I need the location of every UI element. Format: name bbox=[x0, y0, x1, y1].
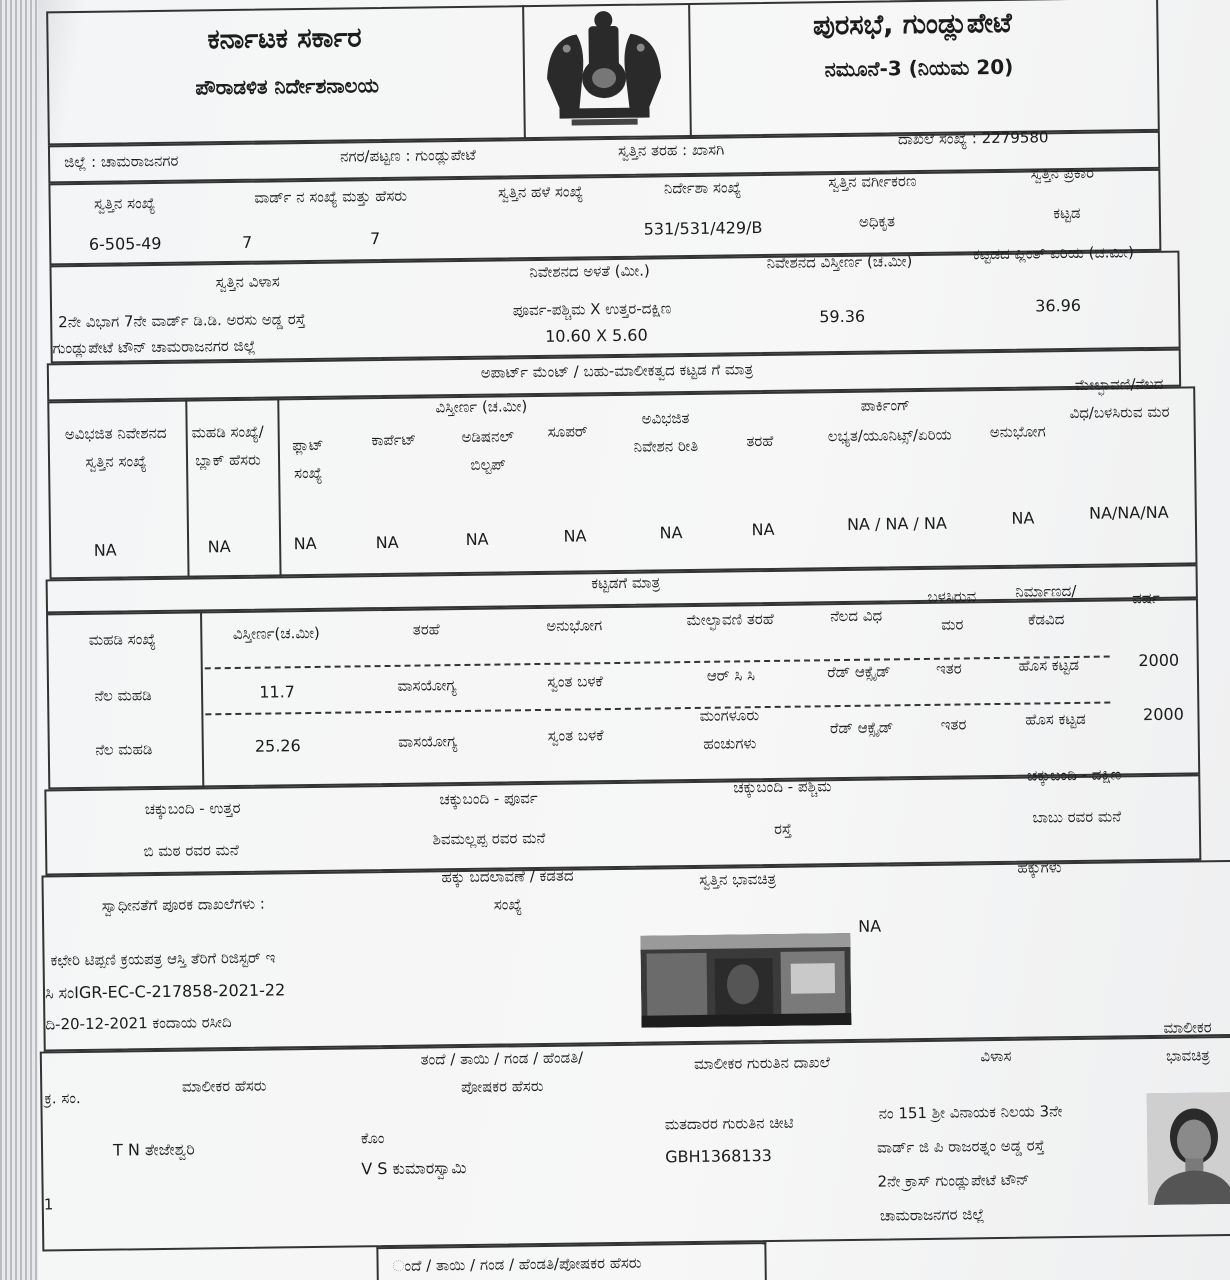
h-bld-floor-type: ನೆಲದ ವಿಧ bbox=[830, 606, 883, 626]
apt-val-site-type: NA bbox=[659, 523, 683, 543]
relation-type: ಕೊಂ bbox=[360, 1129, 385, 1148]
town: ನಗರ/ಪಟ್ಟಣ : ಗುಂಡ್ಲುಪೇಟೆ bbox=[339, 145, 476, 166]
bld-r2-floor: ನೆಲ ಮಹಡಿ bbox=[95, 740, 153, 759]
district: ಜಿಲ್ಲೆ : ಚಾಮರಾಜನಗರ bbox=[64, 151, 179, 172]
h-address: ಸ್ವತ್ತಿನ ವಿಳಾಸ bbox=[215, 272, 280, 292]
h-property-no: ಸ್ವತ್ತಿನ ಸಂಖ್ಯೆ bbox=[93, 193, 156, 213]
bld-r2-year: 2000 bbox=[1142, 704, 1184, 725]
bld-r1-wood: ಇತರ bbox=[935, 659, 962, 678]
ward-name: 7 bbox=[369, 229, 381, 249]
h-floor-block: ಮಹಡಿ ಸಂಖ್ಯೆ/ಬ್ಲಾಕ್ ಹೆಸರು bbox=[191, 422, 264, 470]
north-label: ಚಕ್ಕುಬಂದಿ - ಉತ್ತರ bbox=[144, 798, 241, 819]
h-undivided: ಅವಿಭಜಿತ ನಿವೇಶನದ ಸ್ವತ್ತಿನ ಸಂಖ್ಯೆ bbox=[64, 423, 167, 471]
h-owner-address: ವಿಳಾಸ bbox=[980, 1046, 1012, 1066]
h-bld-roof: ಮೇಲ್ಛಾವಣಿ ತರಹೆ bbox=[686, 609, 774, 630]
h-bld-year: ವರ್ಷ bbox=[1132, 588, 1160, 608]
h-supporting-docs: ಸ್ವಾಧೀನತೆಗೆ ಪೂರಕ ದಾಖಲೆಗಳು : bbox=[101, 894, 265, 915]
h-owner-id: ಮಾಲೀಕರ ಗುರುತಿನ ದಾಖಲೆ bbox=[693, 1053, 830, 1074]
bld-r1-construction: ಹೊಸ ಕಟ್ಟಡ bbox=[1018, 655, 1080, 675]
bld-r1-roof: ಆರ್ ಸಿ ಸಿ bbox=[706, 666, 756, 685]
h-property-photo: ಸ್ವತ್ತಿನ ಭಾವಚಿತ್ರ bbox=[699, 869, 777, 889]
h-bld-floor: ಮಹಡಿ ಸಂಖ್ಯೆ bbox=[88, 630, 157, 649]
owner-address-4: ಚಾಮರಾಜನಗರ ಜಿಲ್ಲೆ bbox=[879, 1205, 985, 1225]
east-boundary: ಶಿವಮಲ್ಲಪ್ಪ ರವರ ಮನೆ bbox=[432, 828, 546, 849]
south-label: ಚಕ್ಕುಬಂದಿ - ದಕ್ಷಿಣ bbox=[1026, 765, 1122, 785]
apt-val-super: NA bbox=[563, 526, 587, 546]
bld-r2-floor-type: ರೆಡ್ ಆಕ್ಸೈಡ್ bbox=[829, 718, 894, 738]
apt-val-floor: NA bbox=[207, 537, 231, 557]
h-type: ತರಹೆ bbox=[746, 431, 774, 451]
apt-val-additional: NA bbox=[465, 529, 489, 549]
bld-r2-roof: ಮಂಗಳೂರು ಹಂಚುಗಳು bbox=[699, 706, 760, 753]
address-line-2: ಗುಂಡ್ಲುಪೇಟೆ ಟೌನ್ ಚಾಮರಾಜನಗರ ಜಿಲ್ಲೆ bbox=[52, 336, 256, 358]
south-boundary: ಬಾಬು ರವರ ಮನೆ bbox=[1032, 807, 1122, 827]
h-carpet: ಕಾರ್ಪೆಟ್ bbox=[371, 430, 417, 450]
bld-r2-usage: ಸ್ವಂತ ಬಳಕೆ bbox=[547, 726, 604, 745]
h-usage: ಅನುಭೋಗ bbox=[989, 422, 1046, 442]
building-title: ಕಟ್ಟಡಗೆ ಮಾತ್ರ bbox=[591, 573, 661, 593]
karnataka-emblem-icon bbox=[538, 7, 670, 133]
h-survey-no: ನಿರ್ದೇಶಾ ಸಂಖ್ಯೆ bbox=[663, 178, 742, 198]
apt-val-usage: NA bbox=[1011, 508, 1035, 528]
h-parking-sub: ಲಭ್ಯತ/ಯೂನಿಟ್ಸ್/ಏರಿಯ bbox=[827, 425, 952, 446]
h-bld-wood: ಬಳಸಿರುವ ಮರ bbox=[927, 587, 977, 634]
h-old-no: ಸ್ವತ್ತಿನ ಹಳೆ ಸಂಖ್ಯೆ bbox=[497, 182, 584, 202]
h-relation: ತಂದೆ / ತಾಯಿ / ಗಂಡ / ಹೆಂಡತಿ/ಪೋಷಕರ ಹೆಸರು bbox=[420, 1048, 584, 1096]
h-site-type: ಅವಿಭಜಿತ ನಿವೇಶನ ರೀತಿ bbox=[633, 409, 699, 456]
next-header-fragment: ಂದೆ / ತಾಯಿ / ಗಂಡ / ಹೆಂಡತಿ/ಪೋಷಕರ ಹೆಸರು bbox=[392, 1253, 642, 1275]
ward-no: 7 bbox=[241, 232, 253, 252]
site-direction: ಪೂರ್ವ-ಪಶ್ಚಿಮ X ಉತ್ತರ-ದಕ್ಷಿಣ bbox=[512, 299, 672, 320]
h-sl-no: ಕ್ರ. ಸಂ. bbox=[44, 1089, 81, 1108]
owner-name: T N ತೇಜೇಶ್ವರಿ bbox=[112, 1139, 195, 1160]
h-owner-name: ಮಾಲೀಕರ ಹೆಸರು bbox=[181, 1076, 267, 1096]
owner-address-3: 2ನೇ ಕ್ರಾಸ್ ಗುಂಡ್ಲುಪೇಟೆ ಟೌನ್ bbox=[877, 1170, 1030, 1191]
site-dimension: 10.60 X 5.60 bbox=[545, 325, 648, 346]
bld-r2-area: 25.26 bbox=[254, 736, 301, 756]
bld-r1-usage: ಸ್ವಂತ ಬಳಕೆ bbox=[547, 672, 603, 691]
west-label: ಚಕ್ಕುಬಂದಿ - ಪಶ್ಚಿಮ bbox=[733, 777, 832, 797]
h-ward: ವಾರ್ಡ್ ನ ಸಂಖ್ಯೆ ಮತ್ತು ಹೆಸರು bbox=[254, 186, 408, 207]
survey-no: 531/531/429/B bbox=[643, 218, 763, 239]
municipality-title: ಪುರಸಭೆ, ಗುಂಡ್ಲುಪೇಟೆ bbox=[812, 7, 1013, 42]
apt-val-flat: NA bbox=[293, 533, 317, 554]
west-boundary: ರಸ್ತೆ bbox=[773, 819, 792, 838]
h-additional: ಅಡಿಷನಲ್ ಬಿಲ್ಟಪ್ bbox=[461, 427, 515, 474]
h-site-area: ನಿವೇಶನದ ವಿಸ್ತೀರ್ಣ (ಚ.ಮೀ) bbox=[766, 252, 913, 272]
kind: ಕಟ್ಟಡ bbox=[1053, 203, 1081, 223]
rights-value: NA bbox=[858, 916, 882, 936]
h-bld-area: ವಿಸ್ತೀರ್ಣ(ಚ.ಮೀ) bbox=[232, 623, 320, 644]
docs-line-3: ದಿ-20-12-2021 ಕಂದಾಯ ರಸೀದಿ bbox=[45, 1013, 232, 1034]
h-plinth: ಕಟ್ಟಡದ ಪ್ಲಿಂತ್ ಏರಿಯ (ಚ.ಮೀ) bbox=[972, 243, 1135, 264]
owner-address-2: ವಾರ್ಡ್ ಜಿ ಪಿ ರಾಜರತ್ನಂ ಅಡ್ಡ ರಸ್ತೆ bbox=[876, 1136, 1045, 1157]
h-bld-usage: ಅನುಭೋಗ bbox=[546, 616, 603, 635]
owner-sl: 1 bbox=[43, 1195, 54, 1214]
bld-r2-type: ವಾಸಯೋಗ್ಯ bbox=[398, 732, 458, 751]
h-rights-change: ಹಕ್ಕು ಬದಲಾವಣೆ / ಕಡತದ ಸಂಖ್ಯೆ bbox=[441, 866, 574, 914]
site-area: 59.36 bbox=[819, 306, 866, 327]
h-owner-photo: ಮಾಲೀಕರ ಭಾವಚಿತ್ರ bbox=[1163, 1018, 1212, 1065]
bld-r1-floor-type: ರೆಡ್ ಆಕ್ಸೈಡ್ bbox=[827, 662, 891, 682]
address-line-1: 2ನೇ ವಿಭಾಗ 7ನೇ ವಾರ್ಡ್ ಡಿ.ಡಿ. ಅರಸು ಅಡ್ಡ ರಸ್ತೆ bbox=[58, 310, 306, 332]
owner-section bbox=[40, 1036, 1230, 1252]
h-bld-construction: ನಿರ್ಮಾಣದ/ ಕೆಡವಿದ bbox=[1015, 581, 1077, 629]
relation-name: V S ಕುಮಾರಸ್ವಾಮಿ bbox=[361, 1157, 467, 1179]
plinth-area: 36.96 bbox=[1035, 295, 1082, 316]
bld-r1-area: 11.7 bbox=[259, 682, 296, 702]
apt-val-carpet: NA bbox=[375, 532, 399, 553]
h-parking: ಪಾರ್ಕಿಂಗ್ bbox=[860, 396, 911, 415]
bld-r2-wood: ಇತರ bbox=[940, 715, 967, 734]
apt-val-parking: NA / NA / NA bbox=[846, 513, 947, 534]
owner-id-no: GBH1368133 bbox=[665, 1145, 772, 1167]
property-no: 6-505-49 bbox=[88, 233, 162, 254]
h-dimension: ನಿವೇಶನದ ಅಳತೆ (ಮೀ.) bbox=[529, 261, 650, 282]
apartment-title: ಅಪಾರ್ಟ್ ಮೆಂಟ್ / ಬಹು-ಮಾಲೀಕತ್ವದ ಕಟ್ಟಡ ಗೆ ಮಾತ್ರ bbox=[480, 360, 754, 382]
bld-r1-year: 2000 bbox=[1138, 650, 1180, 671]
building-photo bbox=[640, 933, 851, 1028]
classification: ಅಧಿಕೃತ bbox=[858, 212, 896, 231]
docs-line-2: ಸಿ ಸಂIGR-EC-C-217858-2021-22 bbox=[44, 980, 286, 1003]
h-super: ಸೂಪರ್ bbox=[547, 422, 588, 441]
bld-r2-construction: ಹೊಸ ಕಟ್ಟಡ bbox=[1025, 709, 1086, 729]
directorate-title: ಪೌರಾಡಳಿತ ನಿರ್ದೇಶನಾಲಯ bbox=[195, 73, 380, 100]
owner-address-1: ನಂ 151 ಶ್ರೀ ವಿನಾಯಕ ನಿಲಯ 3ನೇ bbox=[878, 1102, 1063, 1123]
h-flat-no: ಫ್ಲಾಟ್ ಸಂಖ್ಯೆ bbox=[292, 435, 324, 482]
owner-portrait bbox=[1146, 1092, 1230, 1205]
docs-line-1: ಕಛೇರಿ ಟಿಪ್ಪಣಿ ಕ್ರಯಪತ್ರ ಆಸ್ತಿ ತೆರಿಗೆ ರಿಜಿಸ್ಟರ್ ಇ bbox=[50, 948, 276, 970]
bld-r1-type: ವಾಸಯೋಗ್ಯ bbox=[397, 676, 457, 695]
north-boundary: ಬಿ ಮಠ ರವರ ಮನೆ bbox=[143, 840, 239, 861]
h-classification: ಸ್ವತ್ತಿನ ವರ್ಗೀಕರಣ bbox=[828, 172, 917, 192]
property-type: ಸ್ವತ್ತಿನ ತರಹ : ಖಾಸಗಿ bbox=[617, 140, 725, 160]
record-no: ದಾಖಲೆ ಸಂಖ್ಯೆ : 2279580 bbox=[897, 128, 1049, 149]
h-area: ವಿಸ್ತೀರ್ಣ (ಚ.ಮೀ) bbox=[435, 397, 528, 417]
h-kind: ಸ್ವತ್ತಿನ ಪ್ರಕಾರ bbox=[1030, 163, 1095, 183]
h-bld-type: ತರಹೆ bbox=[412, 620, 440, 639]
east-label: ಚಕ್ಕುಬಂದಿ - ಪೂರ್ವ bbox=[439, 789, 538, 809]
apt-val-roof: NA/NA/NA bbox=[1088, 502, 1169, 523]
owner-id-type: ಮತದಾರರ ಗುರುತಿನ ಚೀಟಿ bbox=[664, 1113, 794, 1134]
apt-val-undivided: NA bbox=[93, 540, 117, 560]
govt-title: ಕರ್ನಾಟಕ ಸರ್ಕಾರ bbox=[207, 22, 362, 56]
apt-val-type: NA bbox=[751, 519, 775, 540]
bld-r1-floor: ನೆಲ ಮಹಡಿ bbox=[94, 686, 152, 705]
h-rights: ಹಕ್ಕುಗಳು bbox=[1017, 858, 1062, 877]
form-title: ನಮೂನೆ-3 (ನಿಯಮ 20) bbox=[824, 54, 1014, 82]
h-roof-floor-wood: ಮೇಲ್ಛಾವಣಿ/ನೆಲದ ವಿಧ/ಬಳಸಿರುವ ಮರ bbox=[1069, 374, 1170, 422]
